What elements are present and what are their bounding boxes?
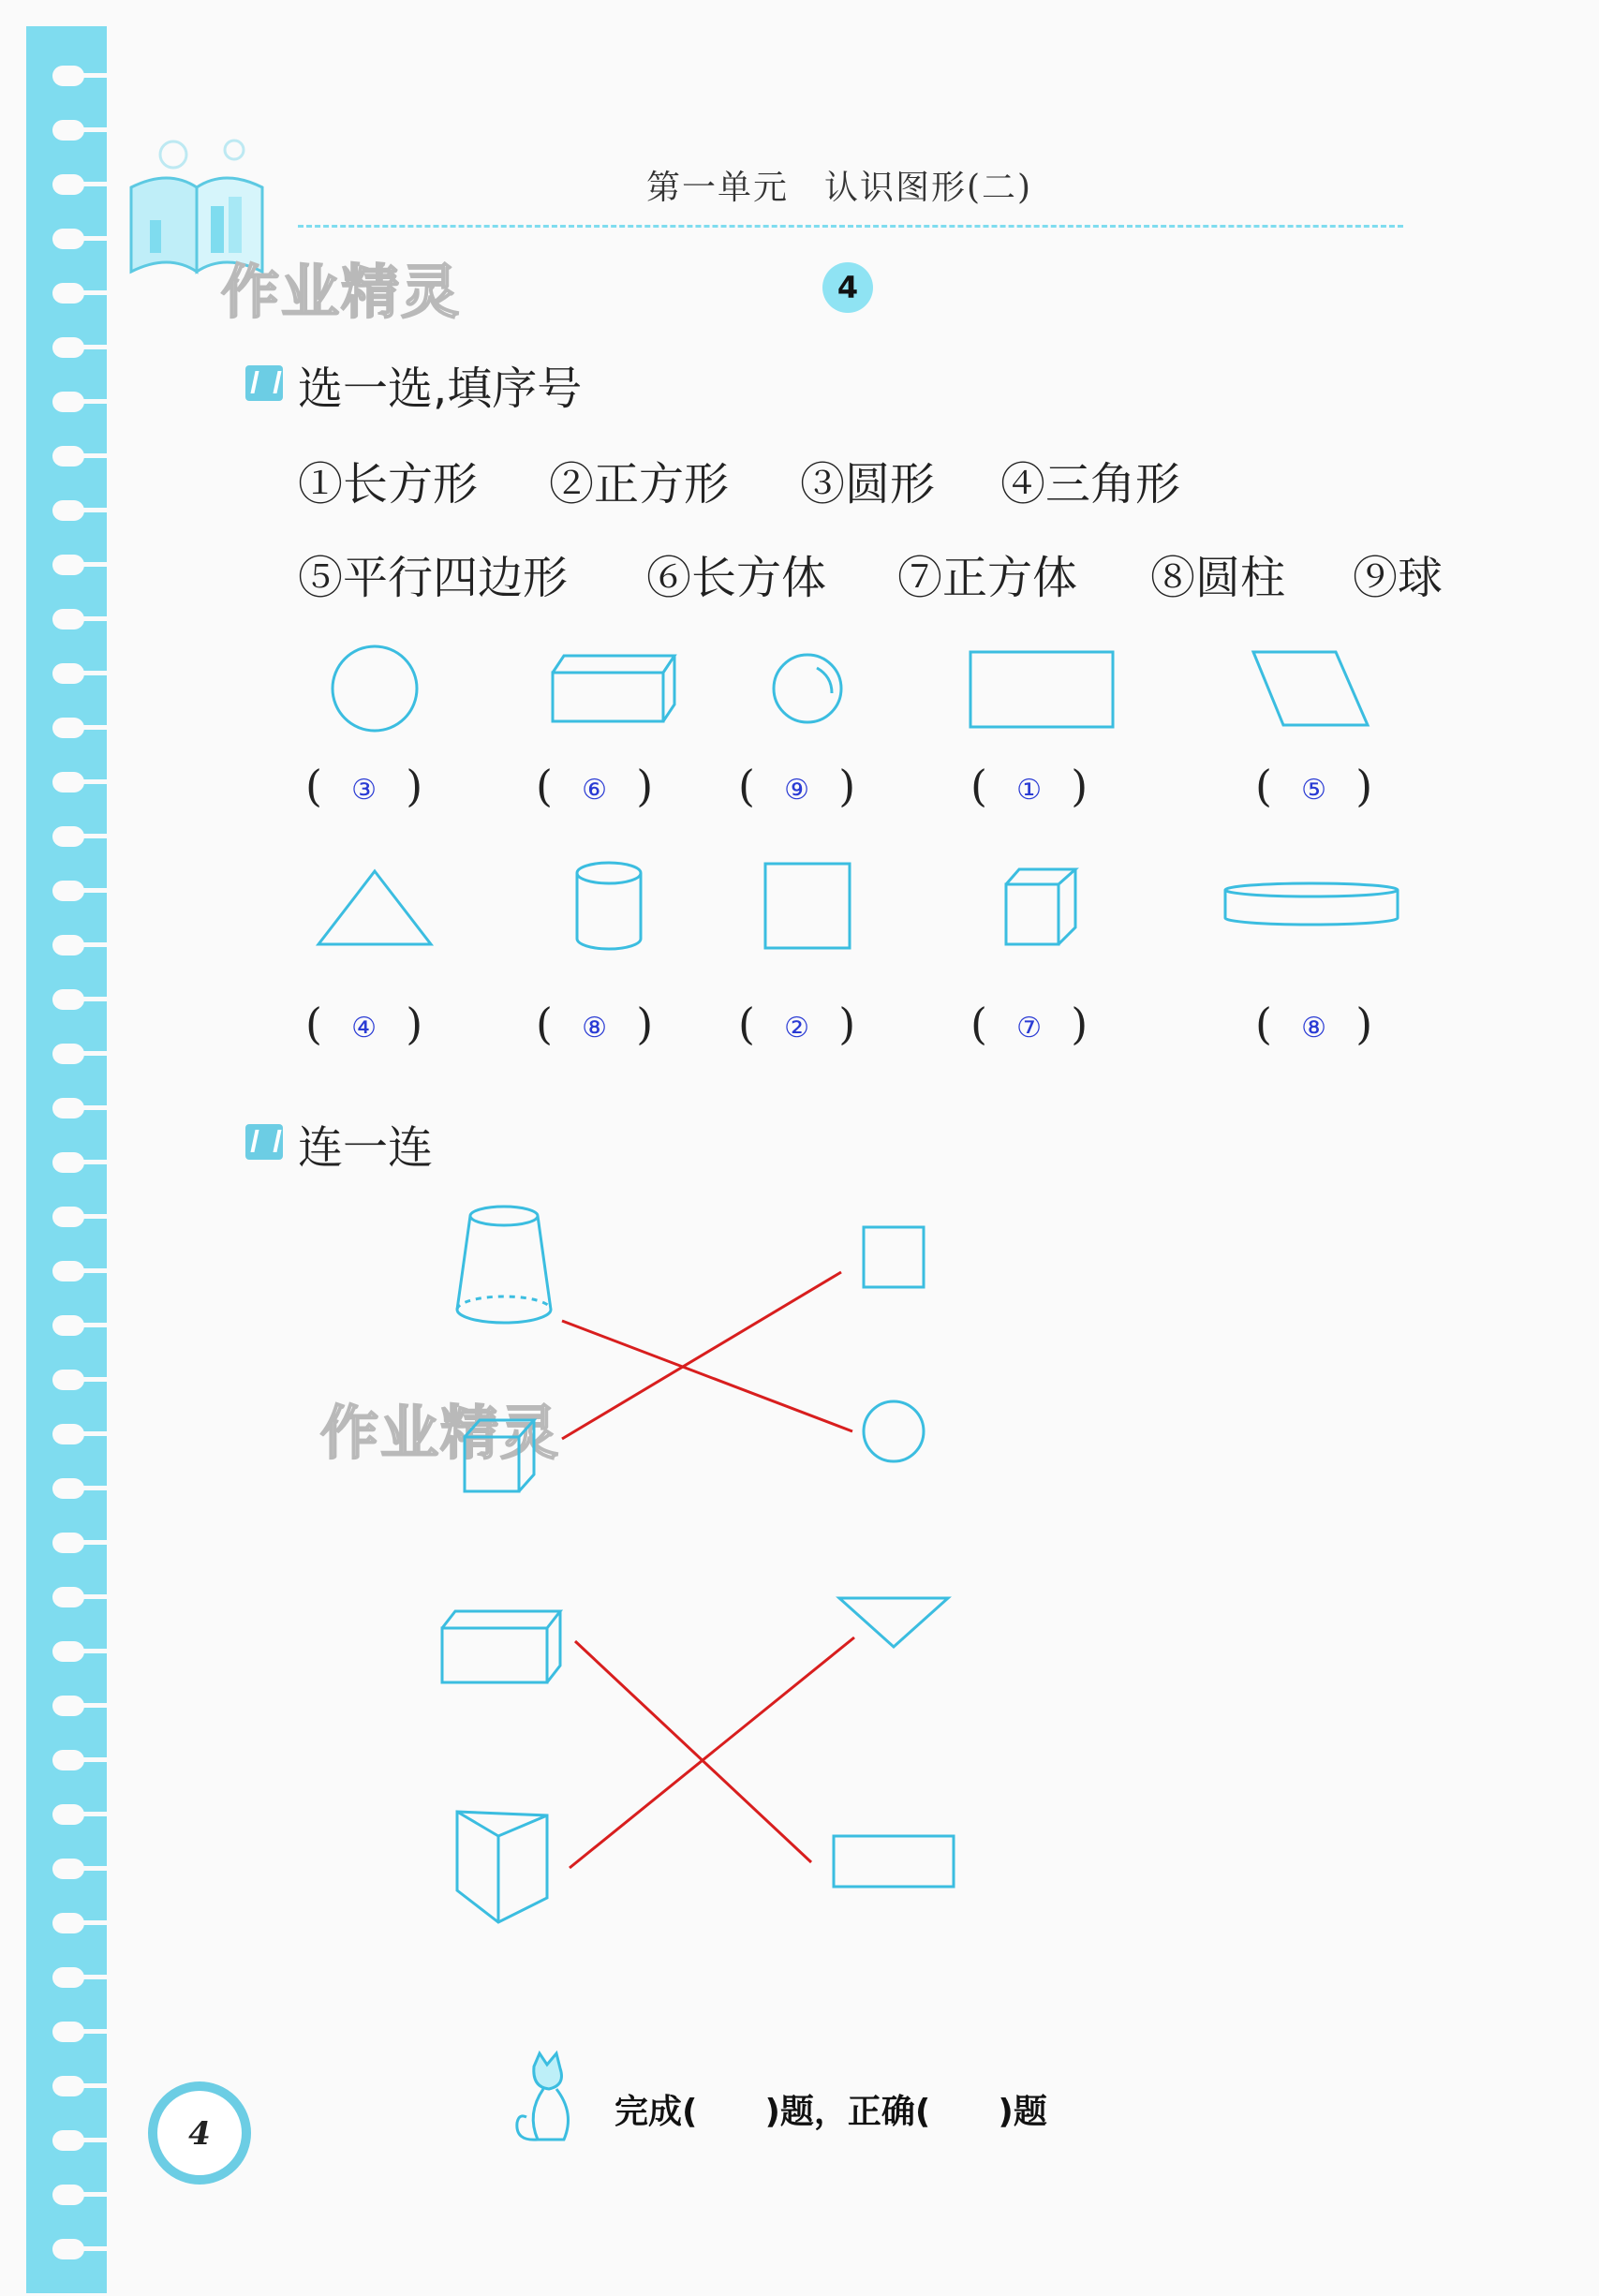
binder-ring	[52, 1913, 84, 1933]
connect-line	[562, 1321, 852, 1431]
page-title: 第一单元 认识图形(二)	[646, 169, 1033, 207]
page-number: 4	[188, 2115, 211, 2153]
cylinder-icon	[577, 863, 641, 949]
binder-ring	[52, 772, 84, 792]
binder-ring	[52, 1207, 84, 1227]
binder-ring	[52, 609, 84, 630]
binder-ring	[52, 1152, 84, 1173]
option-item: ②正方形	[549, 458, 730, 511]
binder-ring	[52, 229, 84, 249]
header-divider	[298, 225, 1403, 228]
binder-ring	[52, 1424, 84, 1444]
binder-ring	[52, 2130, 84, 2151]
option-item: ⑨球	[1353, 552, 1444, 604]
answer-slot[interactable]: ( ① )	[970, 761, 1088, 811]
binder-ring	[52, 392, 84, 412]
answer-value: ⑧	[1301, 1011, 1327, 1044]
binder-ring	[52, 935, 84, 955]
answer-value: ②	[784, 1011, 810, 1044]
binder-ring	[52, 1478, 84, 1499]
binder-ring	[52, 446, 84, 467]
option-item: ⑥长方体	[646, 552, 827, 604]
triangular-prism-icon	[457, 1812, 547, 1922]
section-title: 选一选,填序号	[298, 363, 583, 415]
cuboid-icon	[442, 1611, 560, 1682]
answer-slot[interactable]: ( ⑤ )	[1255, 761, 1373, 811]
binder-ring	[52, 1696, 84, 1716]
binder-ring	[52, 1044, 84, 1064]
cube-icon	[1006, 869, 1075, 944]
binder-ring	[52, 1533, 84, 1553]
cuboid-icon	[553, 656, 674, 721]
binder-ring	[52, 1315, 84, 1336]
answer-slot[interactable]: ( ② )	[738, 999, 856, 1049]
binder-ring	[52, 1750, 84, 1770]
binder-ring	[52, 283, 84, 304]
binder-ring	[52, 1370, 84, 1390]
binder-ring	[52, 337, 84, 358]
answer-slot[interactable]: ( ⑧ )	[536, 999, 654, 1049]
answer-value: ⑧	[582, 1011, 608, 1044]
answer-value: ③	[351, 773, 378, 807]
answer-slot[interactable]: ( ③ )	[305, 761, 423, 811]
answer-slot[interactable]: ( ⑦ )	[970, 999, 1088, 1049]
binder-ring	[52, 2185, 84, 2205]
binder-ring	[52, 555, 84, 575]
sphere-icon	[774, 655, 841, 722]
binder-ring	[52, 881, 84, 901]
answer-slot[interactable]: ( ⑥ )	[536, 761, 654, 811]
cup-icon	[457, 1207, 551, 1323]
answer-slot[interactable]: ( ④ )	[305, 999, 423, 1049]
section-title: 连一连	[298, 1121, 434, 1174]
circle-icon	[864, 1401, 924, 1461]
binder-ring	[52, 66, 84, 86]
option-item: ①长方形	[298, 458, 479, 511]
binder-ring	[52, 500, 84, 521]
option-item: ③圆形	[800, 458, 936, 511]
binder-ring	[52, 663, 84, 684]
section-icon	[245, 1124, 283, 1160]
page-number-badge	[148, 2081, 251, 2185]
binder-ring	[52, 2076, 84, 2096]
connection-lines	[562, 1272, 854, 1868]
answer-value: ⑨	[784, 773, 810, 807]
answer-value: ①	[1016, 773, 1043, 807]
watermark: 作业精灵	[221, 258, 462, 326]
binder-ring	[52, 1967, 84, 1988]
binder-ring	[52, 174, 84, 195]
answer-value: ⑦	[1016, 1011, 1043, 1044]
triangle-icon	[839, 1598, 948, 1647]
option-item: ④三角形	[1000, 458, 1181, 511]
binder-ring	[52, 2022, 84, 2042]
option-item: ⑦正方体	[897, 552, 1078, 604]
binder-ring	[52, 1587, 84, 1607]
cat-icon	[506, 2048, 590, 2151]
circle-icon	[333, 646, 417, 731]
binder-ring	[52, 1859, 84, 1879]
binder-ring	[52, 120, 84, 141]
answer-value: ⑤	[1301, 773, 1327, 807]
rectangle-icon	[970, 652, 1113, 727]
answer-slot[interactable]: ( ⑨ )	[738, 761, 856, 811]
watermark: 作业精灵	[320, 1399, 561, 1467]
binder-strip	[26, 26, 107, 2293]
connect-line	[562, 1272, 841, 1439]
connect-line	[570, 1637, 854, 1868]
binder-ring	[52, 1641, 84, 1662]
binder-ring	[52, 2239, 84, 2259]
square-icon	[765, 864, 850, 948]
binder-ring	[52, 989, 84, 1010]
square-icon	[864, 1227, 924, 1287]
completion-text: 完成( )题，正确( )题	[614, 2093, 1047, 2131]
binder-ring	[52, 826, 84, 847]
option-item: ⑤平行四边形	[298, 552, 569, 604]
flat-cylinder-icon	[1225, 883, 1398, 925]
binder-ring	[52, 718, 84, 738]
rectangle-icon	[834, 1836, 954, 1887]
answer-value: ④	[351, 1011, 378, 1044]
answer-value: ⑥	[582, 773, 608, 807]
lesson-number-badge: 4	[822, 262, 873, 313]
triangle-icon	[318, 871, 431, 944]
section-icon	[245, 365, 283, 401]
binder-ring	[52, 1098, 84, 1118]
answer-slot[interactable]: ( ⑧ )	[1255, 999, 1373, 1049]
binder-ring	[52, 1804, 84, 1825]
connect-line	[575, 1641, 811, 1862]
parallelogram-icon	[1253, 652, 1368, 725]
binder-ring	[52, 1261, 84, 1281]
option-item: ⑧圆柱	[1150, 552, 1286, 604]
